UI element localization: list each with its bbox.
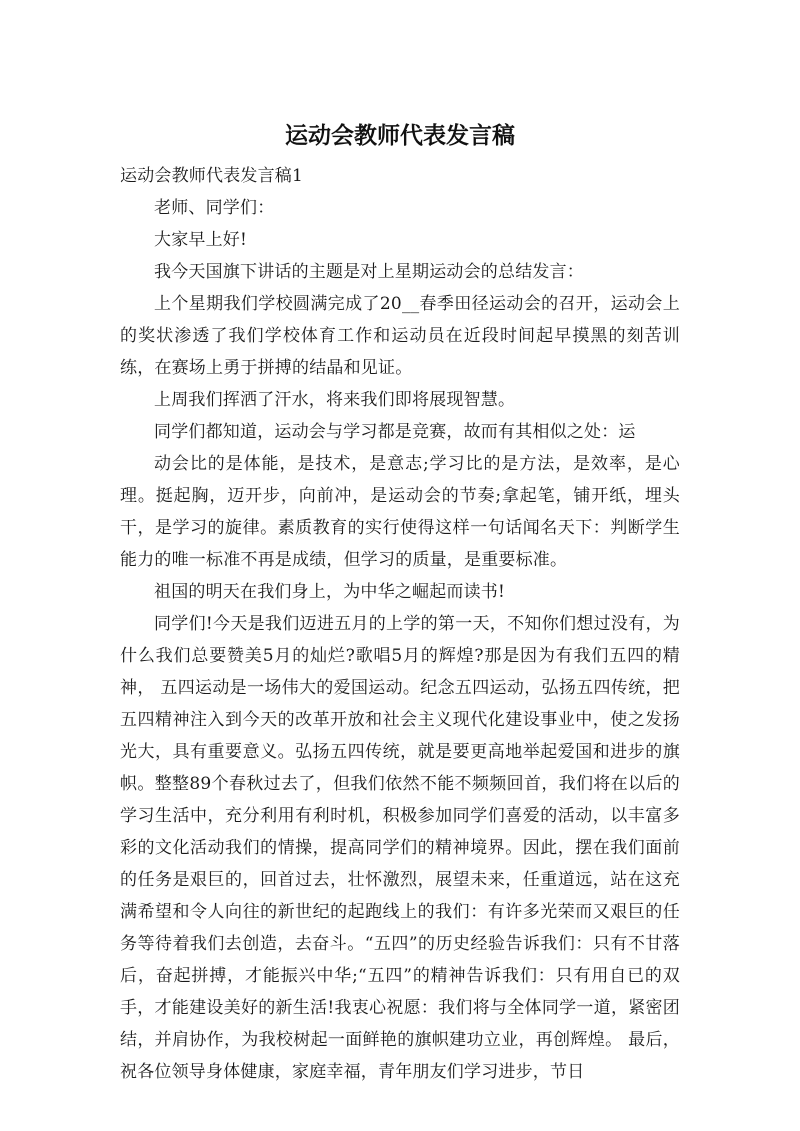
- document-title: 运动会教师代表发言稿: [285, 123, 515, 149]
- paragraph-sweat: 上周我们挥洒了汗水，将来我们即将展现智慧。: [154, 390, 516, 410]
- document-subtitle: 运动会教师代表发言稿1: [120, 166, 304, 186]
- paragraph-motto: 祖国的明天在我们身上，为中华之崛起而读书!: [154, 582, 506, 602]
- paragraph-greeting: 老师、同学们：: [154, 198, 275, 218]
- paragraph-may-fourth: 同学们!今天是我们迈进五月的上学的第一天，不知你们想过没有，为什么我们总要赞美5月的灿烂?歌唱5月的辉煌?那是因为有我们五四的精神， 五四运动是一场伟大的爱国运动。纪念五四运动，弘扬五四传统，把五四精神注入到今天的改革开放和社会主义现代化建设事业中，使之发扬光大，具有重要意义。弘扬五四传统，就是要更高地举起爱国和进步的旗帜。整整89个春秋过去了，但我们依然不能不频频回首，我们将在以后的学习生活中，充分利用有利时机，积极参加同学们喜爱的活动，以丰富多彩的文化活动我们的情操，提高同学们的精神境界。因此，摆在我们面前的任务是艰巨的，回首过去，壮怀激烈，展望未来，任重道远，站在这充满希望和令人向往的新世纪的起跑线上的我们：有许多光荣而又艰巨的任务等待着我们去创造，去奋斗。“五四”的历史经验告诉我们：只有不甘落后，奋起拼搏，才能振兴中华;“五四”的精神告诉我们：只有用自已的双手，才能建设美好的新生活!我衷心祝愿：我们将与全体同学一道，紧密团结，并肩协作，为我校树起一面鲜艳的旗帜建功立业，再创辉煌。 最后，祝各位领导身体健康，家庭幸福，青年朋友们学习进步，节日: [120, 614, 680, 1082]
- paragraph-competition: 同学们都知道，运动会与学习都是竞赛，故而有其相似之处：运: [154, 422, 636, 442]
- paragraph-good-morning: 大家早上好!: [154, 230, 248, 250]
- document-body: [120, 160, 680, 1088]
- paragraph-comparison: 动会比的是体能，是技术，是意志;学习比的是方法，是效率，是心理。挺起胸，迈开步，向前冲，是运动会的节奏;拿起笔，铺开纸，埋头干，是学习的旋律。素质教育的实行使得这样一句话闻名天下：判断学生能力的唯一标准不再是成绩，但学习的质量，是重要标准。: [120, 454, 680, 570]
- paragraph-sports-meet: 上个星期我们学校圆满完成了20__春季田径运动会的召开，运动会上的奖状渗透了我们学校体育工作和运动员在近段时间起早摸黑的刻苦训练，在赛场上勇于拼搏的结晶和见证。: [120, 294, 680, 378]
- paragraph-topic: 我今天国旗下讲话的主题是对上星期运动会的总结发言：: [154, 262, 584, 282]
